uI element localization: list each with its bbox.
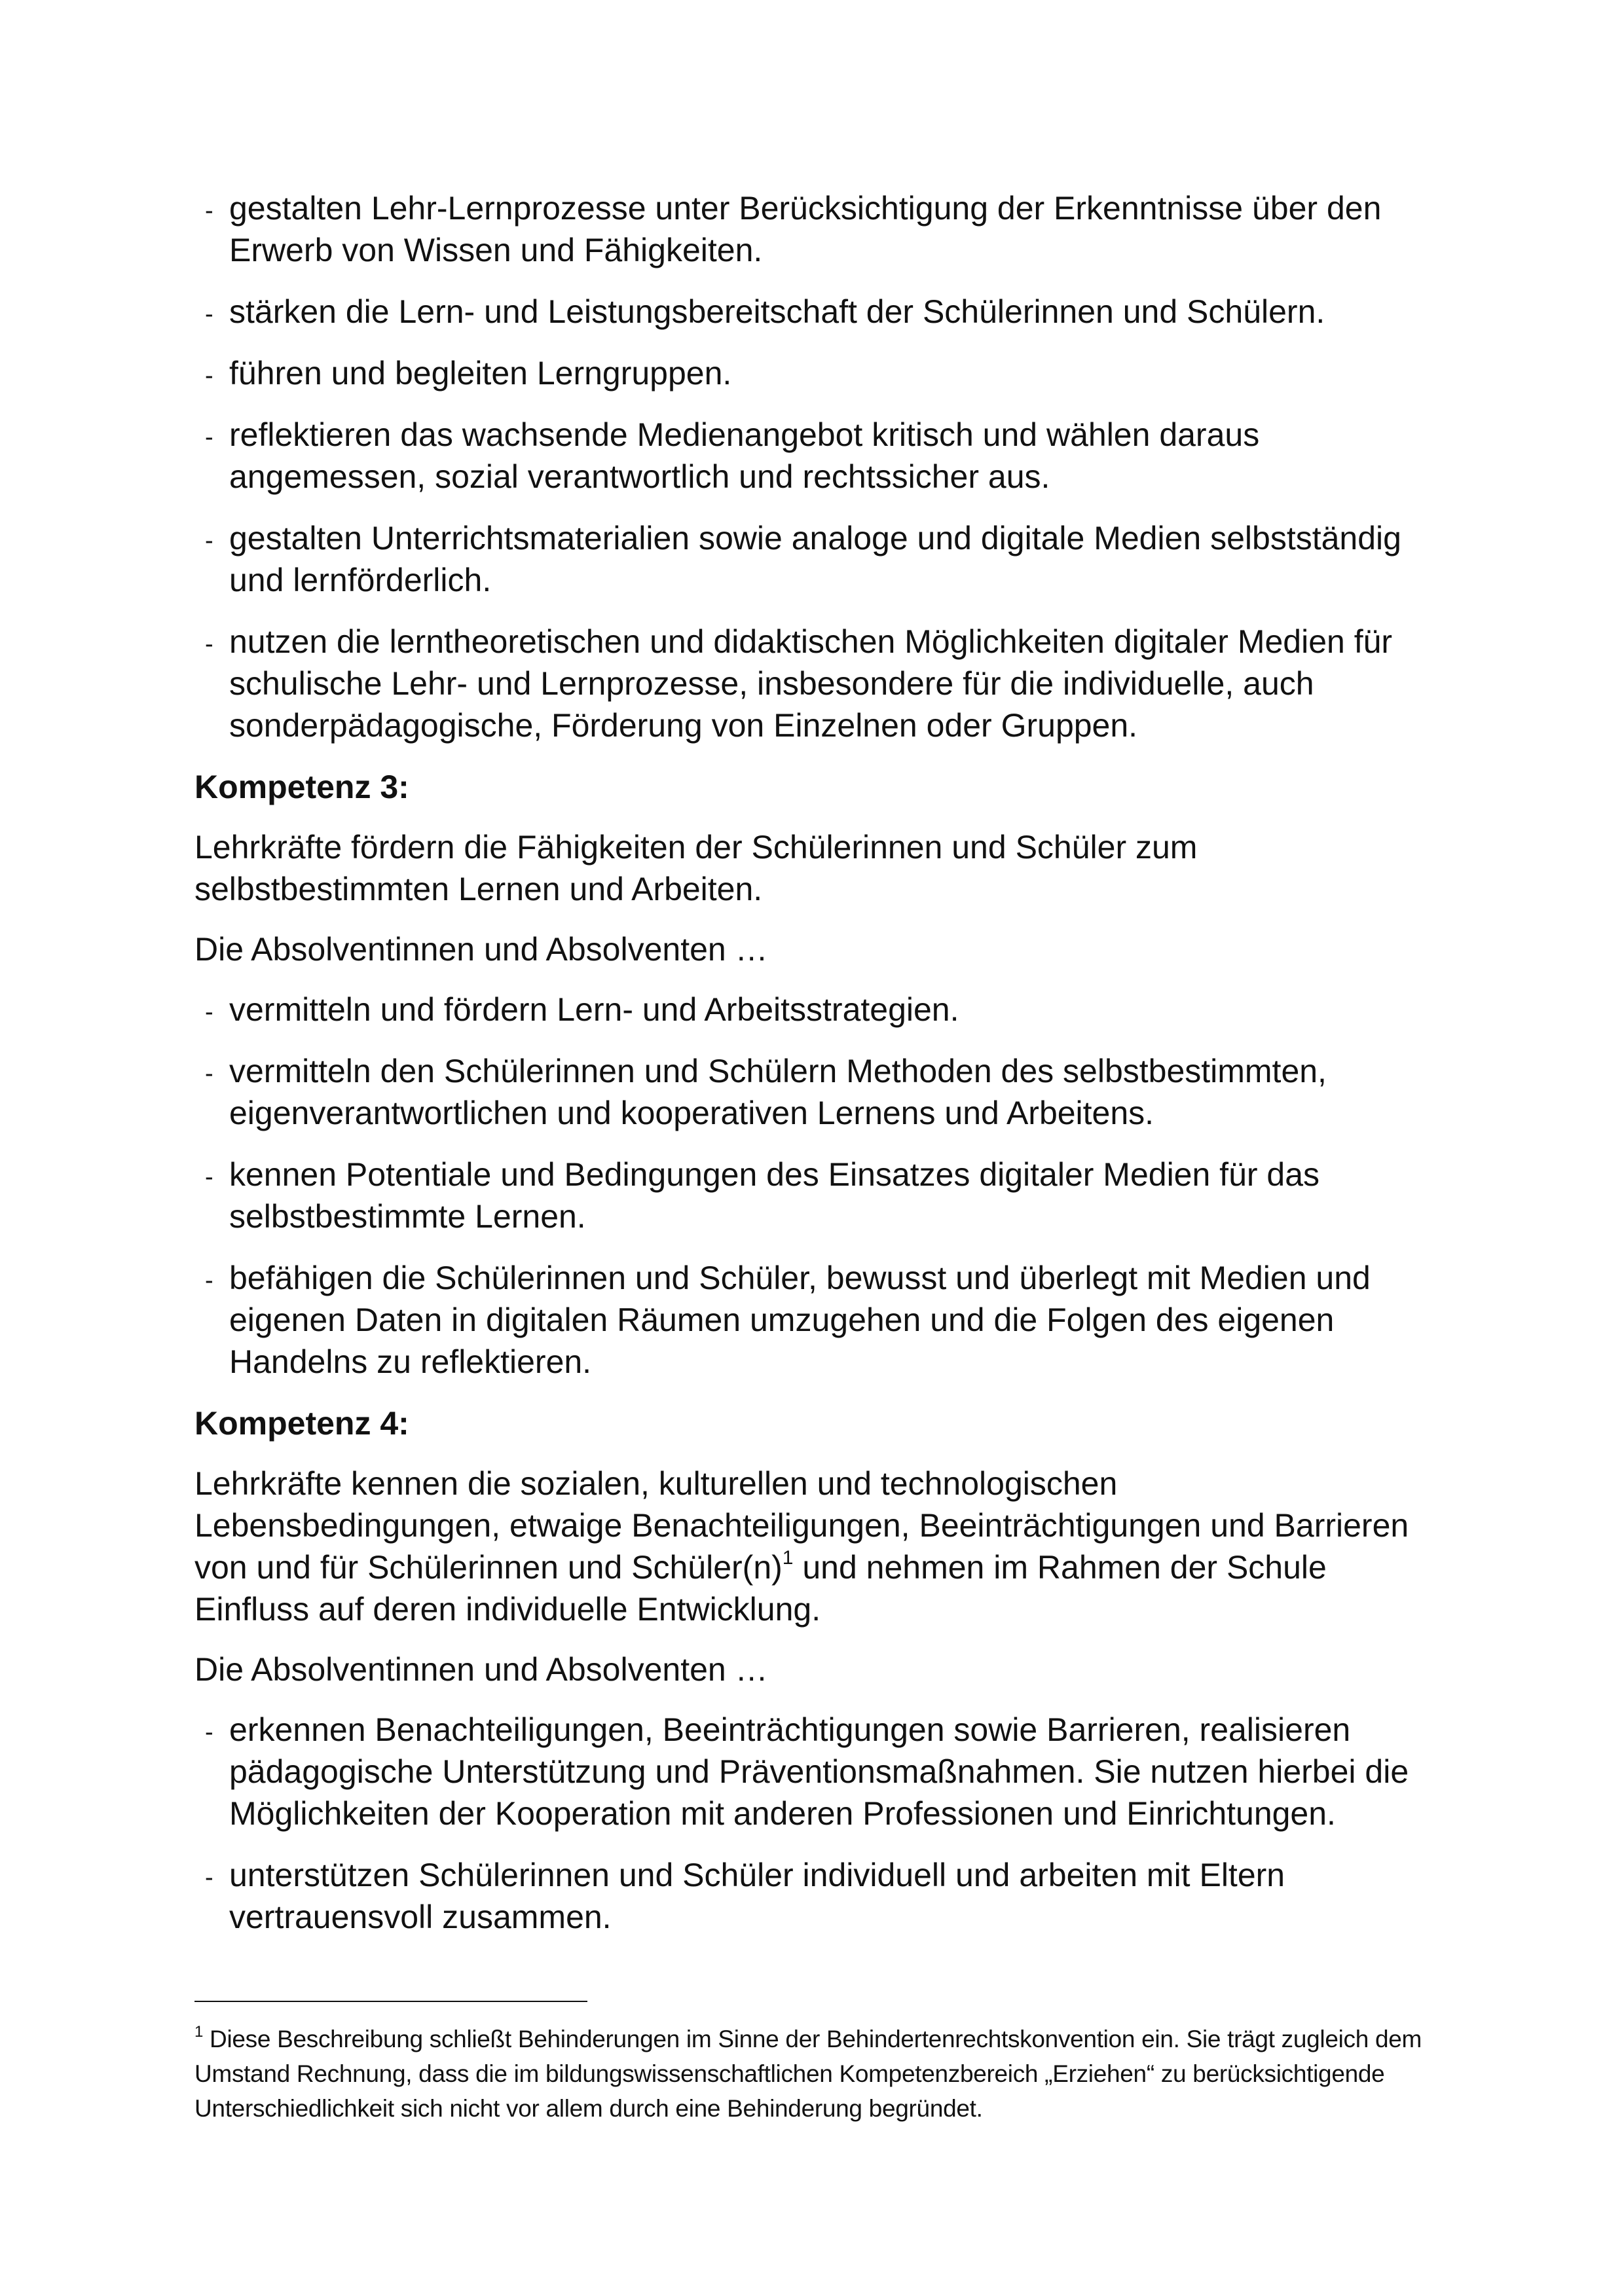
competence-2-list: [194, 187, 1426, 746]
list-item: - stärken die Lern- und Leistungsbereitschaft der Schülerinnen und Schülern.: [205, 293, 1325, 330]
list-item: - nutzen die lerntheoretischen und didaktischen Möglichkeiten digitaler Medien für schulische Lehr- und Lernprozesse, insbesondere für die individuelle, auch sonderpädagogische, Förderung von Einzelnen oder Gruppen.: [205, 623, 1393, 744]
page-body: [194, 187, 1426, 1958]
list-item: - gestalten Unterrichtsmaterialien sowie analoge und digitale Medien selbstständig und lernförderlich.: [205, 520, 1401, 598]
description-text: Lehrkräfte kennen die sozialen, kulturellen und technologischen Lebensbedingungen, etwaige Benachteiligungen, Beeinträchtigungen und Barrieren von und für Schülerinnen und Schüler(n): [194, 1465, 1409, 1586]
list-item-text: kennen Potentiale und Bedingungen des Einsatzes digitaler Medien für das selbstbestimmte Lernen.: [229, 1156, 1320, 1235]
competence-4-heading: Kompetenz 4:: [194, 1405, 409, 1442]
list-item-text: erkennen Benachteiligungen, Beeinträchtigungen sowie Barrieren, realisieren pädagogische Unterstützung und Präventionsmaßnahmen. Sie nutzen hierbei die Möglichkeiten der Kooperation mit anderen Professionen und Einrichtungen.: [229, 1711, 1409, 1832]
description-text-continued: und nehmen im Rahmen der Schule Einfluss auf deren individuelle Entwicklung.: [194, 1549, 1327, 1628]
footnote-text: Diese Beschreibung schließt Behinderungen im Sinne der Behindertenrechtskonvention ein. Sie trägt zugleich dem Umstand Rechnung, dass die im bildungswissenschaftlichen Kompetenzbereich „Erziehen“ zu berücksichtigende Unterschiedlichkeit sich nicht vor allem durch eine Behinderung begründet.: [194, 2026, 1422, 2122]
competence-3-list: [194, 989, 1426, 1383]
list-item-text: nutzen die lerntheoretischen und didaktischen Möglichkeiten digitaler Medien für schulische Lehr- und Lernprozesse, insbesondere für die individuelle, auch sonderpädagogische, Förderung von Einzelnen oder Gruppen.: [229, 623, 1393, 744]
list-item-text: unterstützen Schülerinnen und Schüler individuell und arbeiten mit Eltern vertrauensvoll zusammen.: [229, 1857, 1285, 1935]
list-item: - gestalten Lehr-Lernprozesse unter Berücksichtigung der Erkenntnisse über den Erwerb von Wissen und Fähigkeiten.: [205, 190, 1382, 268]
list-item-text: gestalten Unterrichtsmaterialien sowie analoge und digitale Medien selbstständig und lernförderlich.: [229, 520, 1401, 598]
list-item: - kennen Potentiale und Bedingungen des Einsatzes digitaler Medien für das selbstbestimmte Lernen.: [205, 1156, 1320, 1235]
list-item: - vermitteln den Schülerinnen und Schülern Methoden des selbstbestimmten, eigenverantwortlichen und kooperativen Lernens und Arbeitens.: [205, 1053, 1327, 1131]
footnote-reference: 1: [782, 1547, 794, 1569]
list-item: - führen und begleiten Lerngruppen.: [205, 355, 732, 392]
footnote-number: 1: [194, 2023, 204, 2041]
competence-4-intro: Die Absolventinnen und Absolventen …: [194, 1651, 768, 1688]
footnote: [194, 2022, 1439, 2126]
competence-3-heading: Kompetenz 3:: [194, 769, 409, 805]
footnote-separator: [194, 2001, 587, 2002]
list-item-text: vermitteln und fördern Lern- und Arbeitsstrategien.: [229, 991, 959, 1028]
list-item: - erkennen Benachteiligungen, Beeinträchtigungen sowie Barrieren, realisieren pädagogische Unterstützung und Präventionsmaßnahmen. Sie nutzen hierbei die Möglichkeiten der Kooperation mit anderen Professionen und Einrichtungen.: [205, 1711, 1409, 1832]
competence-4-description: [194, 1463, 1426, 1630]
list-item-text: stärken die Lern- und Leistungsbereitschaft der Schülerinnen und Schülern.: [229, 293, 1325, 330]
list-item-text: befähigen die Schülerinnen und Schüler, bewusst und überlegt mit Medien und eigenen Daten in digitalen Räumen umzugehen und die Folgen des eigenen Handelns zu reflektieren.: [229, 1260, 1371, 1380]
list-item-text: führen und begleiten Lerngruppen.: [229, 355, 732, 392]
competence-3-description: Lehrkräfte fördern die Fähigkeiten der Schülerinnen und Schüler zum selbstbestimmten Lernen und Arbeiten.: [194, 829, 1198, 907]
list-item-text: gestalten Lehr-Lernprozesse unter Berücksichtigung der Erkenntnisse über den Erwerb von Wissen und Fähigkeiten.: [229, 190, 1382, 268]
list-item: - vermitteln und fördern Lern- und Arbeitsstrategien.: [205, 991, 959, 1028]
competence-3-intro: Die Absolventinnen und Absolventen …: [194, 931, 768, 968]
competence-4-list: [194, 1709, 1426, 1938]
list-item: - unterstützen Schülerinnen und Schüler individuell und arbeiten mit Eltern vertrauensvoll zusammen.: [205, 1857, 1285, 1935]
list-item: - befähigen die Schülerinnen und Schüler, bewusst und überlegt mit Medien und eigenen Daten in digitalen Räumen umzugehen und die Folgen des eigenen Handelns zu reflektieren.: [205, 1260, 1371, 1380]
list-item-text: reflektieren das wachsende Medienangebot kritisch und wählen daraus angemessen, sozial verantwortlich und rechtssicher aus.: [229, 416, 1260, 495]
list-item: - reflektieren das wachsende Medienangebot kritisch und wählen daraus angemessen, sozial verantwortlich und rechtssicher aus.: [205, 416, 1260, 495]
list-item-text: vermitteln den Schülerinnen und Schülern Methoden des selbstbestimmten, eigenverantwortlichen und kooperativen Lernens und Arbeitens.: [229, 1053, 1327, 1131]
